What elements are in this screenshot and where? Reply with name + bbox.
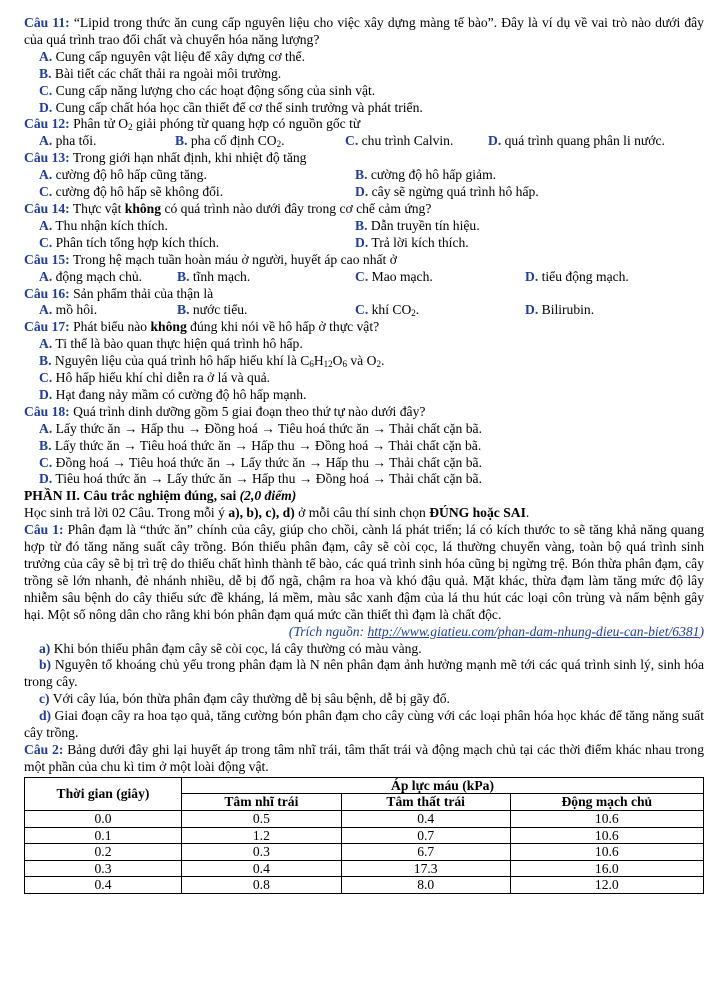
option-d: D. Hạt đang nảy mầm có cường độ hô hấp mạnh. bbox=[39, 386, 307, 402]
question-text: Phân tử O bbox=[69, 116, 129, 132]
question-text: Phát biểu nào bbox=[69, 319, 151, 335]
option-text: pha cố định CO bbox=[190, 133, 277, 149]
option-b: B. Nguyên liệu của quá trình hô hấp hiếu khí là $C_6H_{12}O_6$ và $O_2$. bbox=[39, 353, 385, 370]
option-a: A. Ti thể là bào quan thực hiện quá trình hô hấp. bbox=[39, 336, 303, 352]
subscript: 2 bbox=[376, 359, 381, 370]
option-text: Dẫn truyền tín hiệu. bbox=[370, 217, 480, 233]
document-page bbox=[24, 15, 704, 894]
option-text: khí CO bbox=[371, 302, 412, 318]
option-c: C. khí $CO_2$. bbox=[355, 302, 420, 319]
table-cell: 0.4 bbox=[25, 877, 182, 894]
option-b: B. nước tiểu. bbox=[177, 302, 248, 318]
options-row bbox=[24, 269, 704, 286]
options-row bbox=[24, 235, 704, 252]
table-cell: 0.8 bbox=[182, 877, 342, 894]
option-text: O bbox=[332, 353, 343, 369]
option-d: D. Tiêu hoá thức ăn → Lấy thức ăn → Hấp thu → Đồng hoá → Thải chất cặn bã. bbox=[39, 471, 482, 487]
table-cell: 0.4 bbox=[341, 810, 510, 827]
question-text: Quá trình dinh dưỡng gồm 5 giai đoạn theo thứ tự nào dưới đây? bbox=[69, 403, 426, 419]
option-text: cường độ hô hấp sẽ không đổi. bbox=[55, 184, 224, 200]
option-text: Bài tiết các chất thải ra ngoài môi trường. bbox=[54, 65, 282, 81]
option-d: D. quá trình quang phân li nước. bbox=[488, 133, 665, 149]
col-header-group: Áp lực máu (kPa) bbox=[182, 777, 704, 794]
option-text: cường độ hô hấp cũng tăng. bbox=[55, 167, 207, 183]
question-label: Câu 2: bbox=[24, 741, 64, 757]
source-link[interactable]: http://www.giatieu.com/phan-dam-nhung-dieu-can-biet/6381 bbox=[367, 623, 700, 639]
option-text: Phân tích tổng hợp kích thích. bbox=[55, 234, 220, 250]
question-label: Câu 15: bbox=[24, 251, 70, 267]
option-c: C. Mao mạch. bbox=[355, 268, 433, 284]
question-label: Câu 12: bbox=[24, 116, 70, 132]
question-text: Phân đạm là “thức ăn” chính của cây, giúp cho chồi, cành lá phát triển; lá có kích thước to sẽ tăng khả năng quang hợp từ đó tăng năng suất cây trồng. Bón thiếu phân đạm, cây sẽ còi cọc, lá thường chuyển vàng, toàn bộ quá trình sinh trưởng của cây sẽ bị trì trệ do thiếu chất hình thành tế bào, các quá trình sinh hóa cũng bị ngừng trệ. Bón thừa phân đạm, cây trồng sẽ lớn nhanh, đẻ nhánh nhiều, dễ bị đổ ngã, chậm ra hoa và khó đậu quả. Mặt khác, thừa đạm làm tăng mức độ lây nhiễm sâu bệnh do cây thiếu sức đề kháng, lá mềm, màu sắc xanh đậm của lá thu hút các loại côn trùng và nấm bệnh gây hại. Một số nông dân cho rằng khi bón phân đạm quá mức cần thiết thì đạm là chất độc. bbox=[24, 522, 704, 622]
citation-text: ) bbox=[699, 623, 704, 639]
statement-label: d) bbox=[39, 708, 52, 724]
statement-label: a) bbox=[39, 640, 51, 656]
table-row bbox=[25, 844, 704, 861]
col-header-atrium: Tâm nhĩ trái bbox=[182, 794, 342, 811]
option-c: C. Đồng hoá → Tiêu hoá thức ăn → Lấy thức ăn → Hấp thu → Thải chất cặn bã. bbox=[39, 454, 482, 470]
statement-c bbox=[24, 691, 704, 708]
option-a: A. Lấy thức ăn → Hấp thu → Đồng hoá → Tiêu hoá thức ăn → Thải chất cặn bã. bbox=[39, 420, 482, 436]
option-text: Ti thể là bào quan thực hiện quá trình hô hấp. bbox=[55, 336, 303, 352]
question-text: Trong hệ mạch tuần hoàn máu ở người, huyết áp cao nhất ở bbox=[69, 251, 397, 267]
option-c: C. Phân tích tổng hợp kích thích. bbox=[39, 234, 220, 250]
question-label: Câu 18: bbox=[24, 403, 70, 419]
question-12 bbox=[24, 116, 704, 133]
question-text: “Lipid trong thức ăn cung cấp nguyên liệu cho việc xây dựng màng tế bào”. Đây là ví dụ về vai trò nào dưới đây của quá trình trao đổi chất và chuyển hóa năng lượng? bbox=[24, 15, 704, 47]
table-cell: 10.6 bbox=[510, 827, 703, 844]
option-text: nước tiểu. bbox=[192, 302, 248, 318]
option-text: Cung cấp chất hóa học cần thiết để cơ thể sinh trưởng và phát triển. bbox=[55, 99, 423, 115]
option-b: B. pha cố định $CO_2$. bbox=[175, 133, 285, 150]
option-text: . bbox=[380, 353, 385, 369]
instruction-text: . bbox=[525, 505, 530, 521]
table-cell: 0.3 bbox=[182, 844, 342, 861]
question-label: Câu 16: bbox=[24, 285, 70, 301]
instruction-text: Học sinh trả lời 02 Câu. Trong mỗi ý bbox=[24, 505, 229, 521]
question-17 bbox=[24, 319, 704, 336]
option-text: Cung cấp năng lượng cho các hoạt động sống của sinh vật. bbox=[55, 82, 376, 98]
question-11 bbox=[24, 15, 704, 49]
table-cell: 1.2 bbox=[182, 827, 342, 844]
subscript: 12 bbox=[323, 359, 333, 370]
blood-pressure-table bbox=[24, 777, 704, 894]
option-text: Nguyên liệu của quá trình hô hấp hiếu khí là C bbox=[54, 353, 310, 369]
question-16 bbox=[24, 286, 704, 303]
option-c: C. cường độ hô hấp sẽ không đổi. bbox=[39, 184, 224, 200]
statement-text: Nguyên tố khoáng chủ yếu trong phân đạm là N nên phân đạm ảnh hưởng mạnh mẽ tới các quá trình sinh lý, sinh hóa trong cây. bbox=[24, 657, 704, 690]
table-cell: 0.7 bbox=[341, 827, 510, 844]
col-header-time: Thời gian (giây) bbox=[25, 777, 182, 810]
options-row bbox=[24, 133, 704, 150]
table-row bbox=[25, 860, 704, 877]
option-text: Hô hấp hiếu khí chỉ diễn ra ở lá và quả. bbox=[55, 370, 271, 386]
option-d: D. Trả lời kích thích. bbox=[355, 234, 469, 250]
option-b: B. cường độ hô hấp giảm. bbox=[355, 167, 497, 183]
option-d: D. Bilirubin. bbox=[525, 302, 595, 318]
citation-text: (Trích nguồn: bbox=[288, 623, 368, 639]
question-text: giải phóng từ quang hợp có nguồn gốc từ bbox=[132, 116, 361, 132]
option-d: D. tiểu động mạch. bbox=[525, 268, 629, 284]
option-text: chu trình Calvin. bbox=[361, 133, 454, 149]
table-row bbox=[25, 827, 704, 844]
question-text: đúng khi nói về hô hấp ở thực vật? bbox=[186, 319, 380, 335]
option-text: quá trình quang phân li nước. bbox=[504, 133, 665, 149]
table-cell: 6.7 bbox=[341, 844, 510, 861]
table-cell: 10.6 bbox=[510, 844, 703, 861]
table-cell: 10.6 bbox=[510, 810, 703, 827]
statement-text: Khi bón thiếu phân đạm cây sẽ còi cọc, lá cây thường có màu vàng. bbox=[50, 640, 422, 656]
question-13 bbox=[24, 150, 704, 167]
table-cell: 0.1 bbox=[25, 827, 182, 844]
col-header-aorta: Động mạch chủ bbox=[510, 794, 703, 811]
table-cell: 0.0 bbox=[25, 810, 182, 827]
option-text: . bbox=[415, 302, 420, 318]
subscript: 2 bbox=[128, 122, 133, 133]
section-instructions bbox=[24, 505, 704, 522]
option-d: D. Cung cấp chất hóa học cần thiết để cơ thể sinh trưởng và phát triển. bbox=[39, 99, 423, 115]
question-label: Câu 1: bbox=[24, 522, 64, 538]
option-text: Tiêu hoá thức ăn → Lấy thức ăn → Hấp thu → Đồng hoá → Thải chất cặn bã. bbox=[55, 471, 482, 487]
statement-label: b) bbox=[39, 657, 52, 673]
option-d: D. cây sẽ ngừng quá trình hô hấp. bbox=[355, 184, 539, 200]
table-row bbox=[25, 877, 704, 894]
option-text: Trả lời kích thích. bbox=[371, 234, 469, 250]
option-b: B. Bài tiết các chất thải ra ngoài môi trường. bbox=[39, 65, 282, 81]
table-body bbox=[25, 810, 704, 893]
tf-question-1 bbox=[24, 522, 704, 623]
question-text: Trong giới hạn nhất định, khi nhiệt độ tăng bbox=[69, 150, 307, 166]
option-text: Lấy thức ăn → Hấp thu → Đồng hoá → Tiêu hoá thức ăn → Thải chất cặn bã. bbox=[55, 420, 482, 436]
option-c: C. chu trình Calvin. bbox=[345, 133, 454, 149]
option-text: tĩnh mạch. bbox=[192, 268, 251, 284]
option-text: . bbox=[281, 133, 285, 149]
option-a: A. Thu nhận kích thích. bbox=[39, 217, 168, 233]
subscript: 2 bbox=[411, 308, 416, 319]
statement-label: c) bbox=[39, 691, 50, 707]
options-row bbox=[24, 302, 704, 319]
option-a: A. mồ hôi. bbox=[39, 302, 98, 318]
option-text: cây sẽ ngừng quá trình hô hấp. bbox=[371, 184, 539, 200]
option-text: Lấy thức ăn → Tiêu hoá thức ăn → Hấp thu → Đồng hoá → Thải chất cặn bã. bbox=[54, 437, 482, 453]
section-heading bbox=[24, 488, 704, 505]
subscript: 6 bbox=[342, 359, 347, 370]
question-14 bbox=[24, 201, 704, 218]
instruction-text: ở mỗi câu thí sinh chọn bbox=[294, 505, 430, 521]
option-a: A. pha tối. bbox=[39, 133, 97, 149]
option-text: tiểu động mạch. bbox=[541, 268, 629, 284]
emphasis: không bbox=[150, 319, 187, 335]
option-a: A. cường độ hô hấp cũng tăng. bbox=[39, 167, 207, 183]
option-a: A. Cung cấp nguyên vật liệu để xây dựng cơ thể. bbox=[39, 48, 305, 64]
table-cell: 0.3 bbox=[25, 860, 182, 877]
option-b: B. Lấy thức ăn → Tiêu hoá thức ăn → Hấp thu → Đồng hoá → Thải chất cặn bã. bbox=[39, 437, 482, 453]
table-cell: 0.2 bbox=[25, 844, 182, 861]
statement-text: Với cây lúa, bón thừa phân đạm cây thường dễ bị sâu bệnh, dễ bị gãy đổ. bbox=[49, 691, 450, 707]
option-b: B. Dẫn truyền tín hiệu. bbox=[355, 217, 480, 233]
option-text: và O bbox=[346, 353, 377, 369]
emphasis: a), b), c), d) bbox=[228, 505, 295, 521]
option-text: Đồng hoá → Tiêu hoá thức ăn → Lấy thức ăn → Hấp thu → Thải chất cặn bã. bbox=[55, 454, 482, 470]
table-row bbox=[25, 810, 704, 827]
question-text: có quá trình nào dưới đây trong cơ chế cảm ứng? bbox=[161, 200, 432, 216]
question-text: Sản phẩm thải của thận là bbox=[69, 285, 214, 301]
col-header-ventricle: Tâm thất trái bbox=[341, 794, 510, 811]
options-row bbox=[24, 218, 704, 235]
emphasis: ĐÚNG hoặc SAI bbox=[429, 505, 526, 521]
section-points: (2,0 điểm) bbox=[239, 488, 297, 504]
question-text: Bảng dưới đây ghi lại huyết áp trong tâm nhĩ trái, tâm thất trái và động mạch chủ tại các thời điểm khác nhau trong một phần của chu kì tim ở một loài động vật. bbox=[24, 741, 704, 774]
option-text: H bbox=[313, 353, 324, 369]
subscript: 2 bbox=[276, 139, 282, 150]
table-cell: 0.5 bbox=[182, 810, 342, 827]
question-label: Câu 14: bbox=[24, 200, 70, 216]
statement-d bbox=[24, 708, 704, 742]
option-text: động mạch chủ. bbox=[55, 268, 143, 284]
question-15 bbox=[24, 252, 704, 269]
option-b: B. tĩnh mạch. bbox=[177, 268, 251, 284]
emphasis: không bbox=[124, 200, 162, 216]
question-text: Thực vật bbox=[69, 200, 125, 216]
table-cell: 17.3 bbox=[341, 860, 510, 877]
option-text: pha tối. bbox=[55, 133, 97, 149]
question-label: Câu 17: bbox=[24, 319, 70, 335]
options-row bbox=[24, 184, 704, 201]
question-label: Câu 11: bbox=[24, 15, 70, 30]
option-c: C. Cung cấp năng lượng cho các hoạt động sống của sinh vật. bbox=[39, 82, 376, 98]
options-row bbox=[24, 167, 704, 184]
table-cell: 0.4 bbox=[182, 860, 342, 877]
statement-text: Giai đoạn cây ra hoa tạo quả, tăng cường bón phân đạm cho cây cùng với các loại phân hóa học khác để tăng năng suất cây trồng. bbox=[24, 708, 704, 741]
statement-a bbox=[24, 641, 704, 658]
option-text: Thu nhận kích thích. bbox=[55, 217, 168, 233]
question-label: Câu 13: bbox=[24, 150, 70, 166]
option-text: mồ hôi. bbox=[55, 302, 98, 318]
statement-b bbox=[24, 657, 704, 691]
option-a: A. động mạch chủ. bbox=[39, 268, 143, 284]
table-cell: 12.0 bbox=[510, 877, 703, 894]
option-text: cường độ hô hấp giảm. bbox=[370, 167, 497, 183]
option-c: C. Hô hấp hiếu khí chỉ diễn ra ở lá và quả. bbox=[39, 370, 271, 386]
subscript: 6 bbox=[309, 359, 314, 370]
section-title: PHẦN II. Câu trắc nghiệm đúng, sai bbox=[24, 488, 240, 504]
option-text: Hạt đang nảy mầm có cường độ hô hấp mạnh. bbox=[55, 386, 307, 402]
option-text: Bilirubin. bbox=[541, 302, 595, 318]
source-citation bbox=[24, 624, 704, 641]
option-text: Cung cấp nguyên vật liệu để xây dựng cơ thể. bbox=[55, 48, 305, 64]
table-cell: 8.0 bbox=[341, 877, 510, 894]
table-cell: 16.0 bbox=[510, 860, 703, 877]
question-18 bbox=[24, 404, 704, 421]
tf-question-2 bbox=[24, 742, 704, 776]
option-text: Mao mạch. bbox=[371, 268, 433, 284]
